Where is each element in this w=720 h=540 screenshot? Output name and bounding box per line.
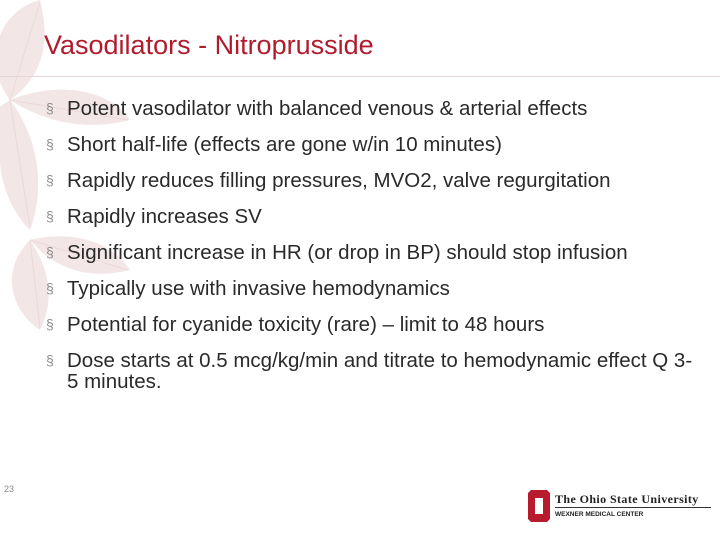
logo-divider (555, 507, 711, 508)
bullet-text: Significant increase in HR (or drop in BP) should stop infusion (67, 241, 628, 264)
bullet-item (46, 98, 696, 119)
bullet-marker: § (46, 280, 54, 296)
university-name: The Ohio State University (555, 492, 699, 506)
bullet-text: Potent vasodilator with balanced venous & arterial effects (67, 97, 588, 120)
bullet-marker: § (46, 208, 54, 224)
bullet-list (46, 98, 696, 407)
bullet-marker: § (46, 316, 54, 332)
bullet-marker: § (46, 100, 54, 116)
bullet-text: Rapidly reduces filling pressures, MVO2, valve regurgitation (67, 169, 611, 192)
bullet-item (46, 350, 696, 392)
bullet-item (46, 134, 696, 155)
bullet-marker: § (46, 136, 54, 152)
bullet-text: Typically use with invasive hemodynamics (67, 277, 450, 300)
bullet-text: Dose starts at 0.5 mcg/kg/min and titrate to hemodynamic effect Q 3-5 minutes. (67, 349, 693, 393)
bullet-item (46, 170, 696, 191)
bullet-text: Potential for cyanide toxicity (rare) – limit to 48 hours (67, 313, 545, 336)
page-title: Vasodilators - Nitroprusside (44, 30, 374, 60)
bullet-item (46, 242, 696, 263)
bullet-marker: § (46, 352, 54, 368)
bullet-item (46, 206, 696, 227)
bullet-item (46, 278, 696, 299)
medical-center-name: WEXNER MEDICAL CENTER (555, 511, 644, 518)
bullet-marker: § (46, 244, 54, 260)
bullet-text: Rapidly increases SV (67, 205, 262, 228)
block-o-logo-icon (528, 490, 550, 522)
bullet-marker: § (46, 172, 54, 188)
title-divider (0, 76, 720, 77)
bullet-item (46, 314, 696, 335)
osu-logo (528, 490, 713, 526)
slide-number: 23 (4, 484, 15, 494)
bullet-text: Short half-life (effects are gone w/in 10 minutes) (67, 133, 502, 156)
